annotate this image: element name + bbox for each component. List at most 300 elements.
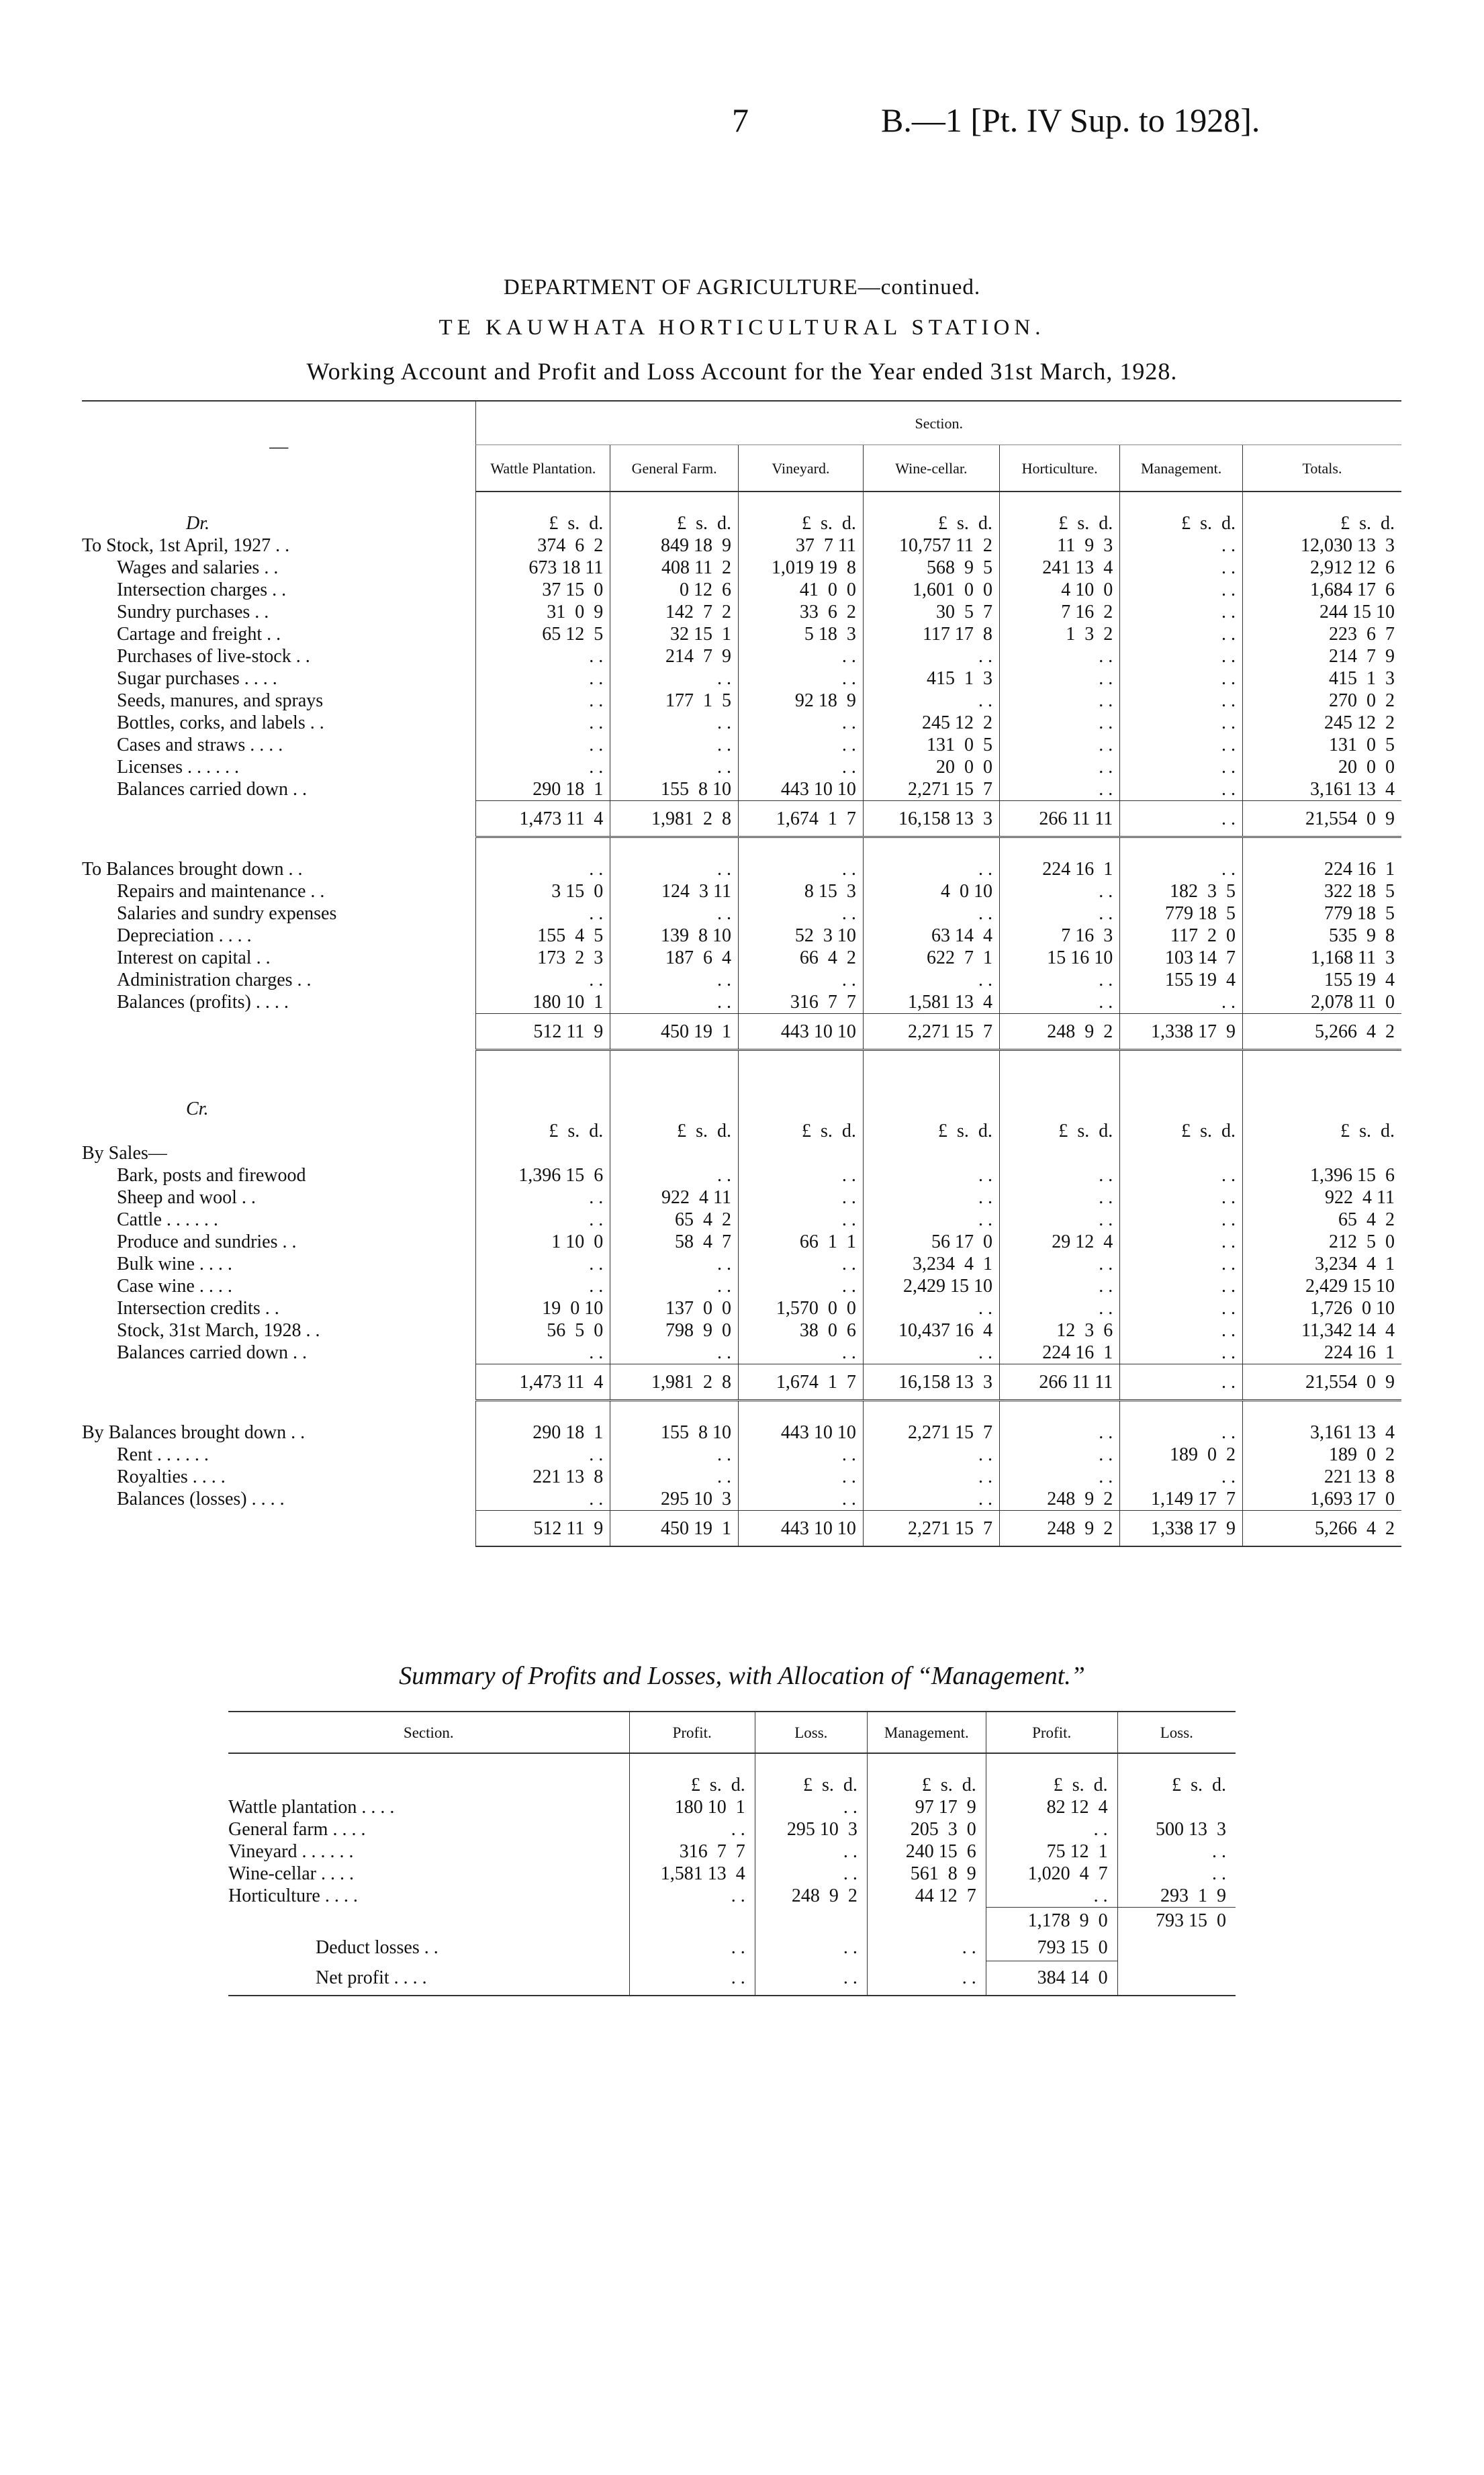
units-cell: £ s. d.	[1120, 512, 1243, 534]
cell-value: . .	[863, 645, 999, 667]
blank-cell	[82, 1050, 476, 1099]
cell-value: . .	[999, 690, 1119, 712]
row-label: Cartage and freight . .	[117, 624, 281, 645]
cell-value: 248 9 2	[999, 1488, 1119, 1511]
row-label: Intersection charges . .	[117, 579, 287, 600]
cell-value: . .	[610, 991, 739, 1014]
subtotal-profit: 1,178 9 0	[986, 1908, 1117, 1934]
row-label: To Stock, 1st April, 1927 . .	[82, 535, 290, 556]
cell-value: . .	[1117, 1840, 1236, 1863]
cell-value: 922 4 11	[1243, 1186, 1402, 1209]
blank-cell	[1120, 1098, 1243, 1120]
cell-value: 37 7 11	[739, 534, 864, 557]
cell-value: . .	[739, 1186, 864, 1209]
cell-value: 793 15 0	[986, 1934, 1117, 1961]
cell-value: . .	[739, 1444, 864, 1466]
cell-value: 20 0 0	[863, 756, 999, 778]
blank-cell	[999, 1401, 1119, 1422]
cell-value: 155 4 5	[476, 925, 610, 947]
cell-value: 75 12 1	[986, 1840, 1117, 1863]
cell-value: . .	[610, 969, 739, 991]
total-value: 512 11 9	[476, 1511, 610, 1547]
blank-cell	[863, 1098, 999, 1120]
cell-value: . .	[1120, 1253, 1243, 1275]
cell-value: 1,693 17 0	[1243, 1488, 1402, 1511]
cell-value: . .	[739, 667, 864, 690]
cell-value: 52 3 10	[739, 925, 864, 947]
table-row	[82, 601, 1401, 623]
cell-value: . .	[1120, 1231, 1243, 1253]
cell-value: . .	[476, 1275, 610, 1297]
total-value: 443 10 10	[739, 1014, 864, 1050]
cell-value: . .	[476, 1342, 610, 1364]
cell-value: . .	[476, 667, 610, 690]
cell-value: 10,437 16 4	[863, 1319, 999, 1342]
cell-value: 224 16 1	[999, 1342, 1119, 1364]
table-row	[82, 534, 1401, 557]
summary-row	[228, 1885, 1236, 1908]
cell-value: 117 17 8	[863, 623, 999, 645]
table-row	[82, 1444, 1401, 1466]
units-cell: £ s. d.	[999, 1120, 1119, 1142]
table-row	[82, 969, 1401, 991]
cell-value: 56 17 0	[863, 1231, 999, 1253]
total-value: 443 10 10	[739, 1511, 864, 1547]
cell-value: 270 0 2	[1243, 690, 1402, 712]
cell-value: . .	[1120, 1319, 1243, 1342]
cell-value: . .	[739, 1466, 864, 1488]
cell-value: . .	[999, 734, 1119, 756]
cell-value: 33 6 2	[739, 601, 864, 623]
blank-cell	[82, 801, 476, 837]
cell-value: 3,234 4 1	[863, 1253, 999, 1275]
working-account-table	[82, 400, 1401, 1547]
cell-value: . .	[863, 902, 999, 925]
summary-table	[228, 1711, 1236, 1996]
cell-value: 293 1 9	[1117, 1885, 1236, 1908]
cell-value: 290 18 1	[476, 778, 610, 801]
cell-value: 65 12 5	[476, 623, 610, 645]
cell-value: . .	[1120, 1164, 1243, 1186]
cell-value: 3 15 0	[476, 880, 610, 902]
cell-value: 223 6 7	[1243, 623, 1402, 645]
cell-value: 245 12 2	[863, 712, 999, 734]
table-row	[82, 1164, 1401, 1186]
cell-value: 212 5 0	[1243, 1231, 1402, 1253]
row-label: By Balances brought down . .	[82, 1422, 306, 1443]
column-header: Horticulture.	[999, 445, 1119, 492]
cell-value: 180 10 1	[629, 1796, 755, 1818]
row-label: Interest on capital . .	[117, 947, 271, 968]
blank-cell	[867, 1753, 986, 1774]
row-label: Wattle plantation . . . .	[228, 1797, 395, 1818]
account-title: Working Account and Profit and Loss Account for the Year ended 31st March, 1928.	[306, 358, 1178, 385]
cell-value: 139 8 10	[610, 925, 739, 947]
cell-value: . .	[867, 1961, 986, 1996]
row-label: Depreciation . . . .	[117, 925, 252, 946]
blank-cell	[1243, 837, 1402, 859]
cell-value: . .	[863, 1209, 999, 1231]
cell-value: . .	[476, 734, 610, 756]
cell-value: 2,271 15 7	[863, 778, 999, 801]
cell-value: 535 9 8	[1243, 925, 1402, 947]
cell-value: 1,396 15 6	[1243, 1164, 1402, 1186]
table-row	[82, 1253, 1401, 1275]
cell-value	[1117, 1796, 1236, 1818]
cell-value: 443 10 10	[739, 778, 864, 801]
cell-value: 180 10 1	[476, 991, 610, 1014]
units-cell: £ s. d.	[999, 512, 1119, 534]
total-value: 1,674 1 7	[739, 1364, 864, 1401]
column-header: Management.	[867, 1712, 986, 1753]
cell-value	[863, 1142, 999, 1164]
cell-value: . .	[476, 1488, 610, 1511]
row-label: Produce and sundries . .	[117, 1231, 297, 1252]
total-value: . .	[1120, 1364, 1243, 1401]
blank-cell	[999, 1050, 1119, 1099]
cell-value: 63 14 4	[863, 925, 999, 947]
cell-value	[999, 1142, 1119, 1164]
cell-value: 56 5 0	[476, 1319, 610, 1342]
cell-value: . .	[986, 1818, 1117, 1840]
cell-value: 131 0 5	[863, 734, 999, 756]
summary-row	[228, 1796, 1236, 1818]
cell-value: 798 9 0	[610, 1319, 739, 1342]
cell-value: 1,570 0 0	[739, 1297, 864, 1319]
cell-value: 155 19 4	[1120, 969, 1243, 991]
cell-value: 189 0 2	[1243, 1444, 1402, 1466]
blank-cell	[610, 492, 739, 512]
cell-value: . .	[476, 1209, 610, 1231]
units-cell: £ s. d.	[1120, 1120, 1243, 1142]
cell-value: . .	[739, 734, 864, 756]
spacer-row	[228, 1753, 1236, 1774]
summary-row	[228, 1818, 1236, 1840]
cell-value: . .	[476, 712, 610, 734]
cell-value: . .	[739, 1275, 864, 1297]
row-label: Royalties . . . .	[117, 1466, 226, 1487]
cell-value: . .	[867, 1934, 986, 1961]
cell-value: 224 16 1	[1243, 858, 1402, 880]
row-label: Stock, 31st March, 1928 . .	[117, 1320, 320, 1341]
blank-cell	[863, 492, 999, 512]
blank-cell	[1243, 1401, 1402, 1422]
cell-value: . .	[610, 1164, 739, 1186]
cell-value: 561 8 9	[867, 1863, 986, 1885]
table-row	[82, 1466, 1401, 1488]
department-title: DEPARTMENT OF AGRICULTURE—continued.	[503, 275, 981, 299]
cell-value: . .	[1120, 1275, 1243, 1297]
cell-value: . .	[999, 756, 1119, 778]
label-column-header: —	[82, 401, 476, 492]
table-row	[82, 1231, 1401, 1253]
cell-value: 849 18 9	[610, 534, 739, 557]
cell-value: . .	[739, 1488, 864, 1511]
total-value: 5,266 4 2	[1243, 1511, 1402, 1547]
blank-cell	[82, 1401, 476, 1422]
blank-cell	[1120, 837, 1243, 859]
side-marker: Cr.	[186, 1099, 209, 1119]
cell-value: . .	[999, 1421, 1119, 1444]
spacer-row	[82, 1401, 1401, 1422]
row-label: Balances (profits) . . . .	[117, 992, 289, 1013]
subtotal-loss: 793 15 0	[1117, 1908, 1236, 1934]
cell-value: . .	[999, 902, 1119, 925]
cell-value: 1,149 17 7	[1120, 1488, 1243, 1511]
row-label: Sugar purchases . . . .	[117, 668, 277, 689]
blank-cell	[1243, 1098, 1402, 1120]
cell-value: . .	[739, 1164, 864, 1186]
total-value: . .	[1120, 801, 1243, 837]
cell-value: 142 7 2	[610, 601, 739, 623]
cell-value: 2,429 15 10	[1243, 1275, 1402, 1297]
total-value: 16,158 13 3	[863, 801, 999, 837]
blank-cell	[755, 1908, 867, 1934]
cell-value: 1,726 0 10	[1243, 1297, 1402, 1319]
cell-value: . .	[610, 756, 739, 778]
cell-value: . .	[476, 645, 610, 667]
column-header: Vineyard.	[739, 445, 864, 492]
spacer-row	[82, 1050, 1401, 1099]
cell-value: 7 16 3	[999, 925, 1119, 947]
blank-cell	[476, 1098, 610, 1120]
cell-value: . .	[986, 1885, 1117, 1908]
row-label: Licenses . . . . . .	[117, 757, 239, 778]
row-label: Bulk wine . . . .	[117, 1254, 232, 1274]
row-label: Cases and straws . . . .	[117, 735, 283, 755]
cell-value: 779 18 5	[1243, 902, 1402, 925]
cell-value: . .	[739, 902, 864, 925]
column-header: Totals.	[1243, 445, 1402, 492]
cell-value: 415 1 3	[863, 667, 999, 690]
blank-cell	[867, 1908, 986, 1934]
cell-value: 66 4 2	[739, 947, 864, 969]
row-label: Seeds, manures, and sprays	[117, 690, 324, 711]
table-row	[82, 1297, 1401, 1319]
spacer-row	[82, 837, 1401, 859]
total-row	[82, 1014, 1401, 1050]
blank-cell	[1120, 1050, 1243, 1099]
cell-value: 8 15 3	[739, 880, 864, 902]
blank-cell	[629, 1753, 755, 1774]
cell-value: 2,271 15 7	[863, 1421, 999, 1444]
column-header: Wattle Plantation.	[476, 445, 610, 492]
row-label: Intersection credits . .	[117, 1298, 279, 1319]
cell-value: 0 12 6	[610, 579, 739, 601]
cell-value: . .	[739, 645, 864, 667]
cell-value: . .	[999, 645, 1119, 667]
cell-value: . .	[1120, 991, 1243, 1014]
total-value: 1,981 2 8	[610, 1364, 739, 1401]
blank-cell	[228, 1908, 629, 1934]
table-row	[82, 925, 1401, 947]
cell-value: . .	[999, 991, 1119, 1014]
cell-value: . .	[863, 1466, 999, 1488]
cell-value: 58 4 7	[610, 1231, 739, 1253]
cell-value	[1120, 1142, 1243, 1164]
cell-value: 622 7 1	[863, 947, 999, 969]
table-row	[82, 1209, 1401, 1231]
cell-value: 37 15 0	[476, 579, 610, 601]
blank-cell	[1120, 492, 1243, 512]
cell-value: . .	[739, 712, 864, 734]
total-value: 16,158 13 3	[863, 1364, 999, 1401]
cell-value	[476, 1142, 610, 1164]
cell-value: 2,912 12 6	[1243, 557, 1402, 579]
column-header: Loss.	[755, 1712, 867, 1753]
summary-row	[228, 1961, 1236, 1996]
cell-value: 82 12 4	[986, 1796, 1117, 1818]
blank-cell	[610, 1050, 739, 1099]
row-label: Net profit . . . .	[228, 1961, 629, 1996]
units-cell: £ s. d.	[863, 512, 999, 534]
cell-value: . .	[739, 1342, 864, 1364]
table-row	[82, 1342, 1401, 1364]
row-label: Balances (losses) . . . .	[117, 1489, 285, 1510]
cell-value: . .	[999, 778, 1119, 801]
cell-value: . .	[610, 902, 739, 925]
row-label: Sheep and wool . .	[117, 1187, 256, 1208]
cell-value: . .	[999, 969, 1119, 991]
cell-value	[1117, 1961, 1236, 1996]
table-row	[82, 1142, 1401, 1164]
cell-value: . .	[610, 858, 739, 880]
units-row	[82, 1120, 1401, 1142]
cell-value: . .	[999, 880, 1119, 902]
blank-cell	[863, 1050, 999, 1099]
cell-value: 1,581 13 4	[863, 991, 999, 1014]
row-label: Case wine . . . .	[117, 1276, 232, 1297]
table-row	[82, 778, 1401, 801]
blank-cell	[610, 837, 739, 859]
cell-value: . .	[863, 1488, 999, 1511]
blank-cell	[82, 1364, 476, 1401]
cell-value: 443 10 10	[739, 1421, 864, 1444]
table-row	[82, 1421, 1401, 1444]
total-value: 450 19 1	[610, 1511, 739, 1547]
cell-value: 415 1 3	[1243, 667, 1402, 690]
cell-value: 65 4 2	[1243, 1209, 1402, 1231]
column-header: Profit.	[986, 1712, 1117, 1753]
cell-value: 20 0 0	[1243, 756, 1402, 778]
cell-value: 155 8 10	[610, 1421, 739, 1444]
cell-value: 97 17 9	[867, 1796, 986, 1818]
column-header: General Farm.	[610, 445, 739, 492]
cell-value: 248 9 2	[755, 1885, 867, 1908]
cell-value: . .	[1120, 756, 1243, 778]
cell-value: . .	[1120, 1342, 1243, 1364]
cell-value: 92 18 9	[739, 690, 864, 712]
blank-cell	[228, 1753, 629, 1774]
cell-value: 1,396 15 6	[476, 1164, 610, 1186]
cell-value: . .	[863, 858, 999, 880]
cell-value: . .	[629, 1961, 755, 1996]
cell-value: 173 2 3	[476, 947, 610, 969]
cell-value: 66 1 1	[739, 1231, 864, 1253]
units-cell: £ s. d.	[739, 1120, 864, 1142]
units-cell: £ s. d.	[610, 512, 739, 534]
cell-value: . .	[610, 1342, 739, 1364]
units-cell: £ s. d.	[629, 1774, 755, 1796]
cell-value: . .	[863, 1444, 999, 1466]
cell-value: . .	[610, 734, 739, 756]
cell-value: . .	[863, 1342, 999, 1364]
blank-cell	[739, 1050, 864, 1099]
cell-value: 244 15 10	[1243, 601, 1402, 623]
subtotal-row	[228, 1908, 1236, 1934]
total-value: 21,554 0 9	[1243, 801, 1402, 837]
cell-value: 7 16 2	[999, 601, 1119, 623]
cell-value: . .	[476, 858, 610, 880]
table-row	[82, 690, 1401, 712]
column-header: Loss.	[1117, 1712, 1236, 1753]
cell-value: 3,161 13 4	[1243, 778, 1402, 801]
cell-value: . .	[610, 1444, 739, 1466]
blank-cell	[476, 492, 610, 512]
cell-value: 131 0 5	[1243, 734, 1402, 756]
side-marker: Dr.	[186, 513, 210, 534]
cell-value: 779 18 5	[1120, 902, 1243, 925]
blank-cell	[739, 492, 864, 512]
cell-value: . .	[999, 1253, 1119, 1275]
cell-value: 224 16 1	[999, 858, 1119, 880]
cell-value: . .	[863, 690, 999, 712]
cell-value: . .	[999, 1297, 1119, 1319]
column-header: Wine-cellar.	[863, 445, 999, 492]
cell-value: 322 18 5	[1243, 880, 1402, 902]
cell-value: 673 18 11	[476, 557, 610, 579]
cell-value: 38 0 6	[739, 1319, 864, 1342]
cell-value: . .	[739, 969, 864, 991]
blank-cell	[1117, 1753, 1236, 1774]
blank-cell	[476, 837, 610, 859]
row-label: Bark, posts and firewood	[117, 1165, 306, 1186]
blank-cell	[999, 1098, 1119, 1120]
summary-row	[228, 1934, 1236, 1961]
cell-value: 1,601 0 0	[863, 579, 999, 601]
units-cell: £ s. d.	[476, 512, 610, 534]
cell-value: . .	[1120, 712, 1243, 734]
cell-value: . .	[1120, 579, 1243, 601]
total-value: 2,271 15 7	[863, 1014, 999, 1050]
cell-value: . .	[1120, 1297, 1243, 1319]
cell-value: 316 7 7	[739, 991, 864, 1014]
cell-value	[739, 1142, 864, 1164]
cell-value: 182 3 5	[1120, 880, 1243, 902]
blank-cell	[999, 837, 1119, 859]
units-cell: £ s. d.	[739, 512, 864, 534]
total-value: 1,338 17 9	[1120, 1014, 1243, 1050]
cell-value: . .	[610, 1466, 739, 1488]
table-row	[82, 667, 1401, 690]
table-row	[82, 880, 1401, 902]
cell-value: . .	[999, 1275, 1119, 1297]
column-header: Profit.	[629, 1712, 755, 1753]
cell-value: . .	[610, 1253, 739, 1275]
cell-value: 224 16 1	[1243, 1342, 1402, 1364]
blank-cell	[755, 1753, 867, 1774]
cell-value: . .	[739, 858, 864, 880]
total-value: 266 11 11	[999, 1364, 1119, 1401]
row-label: Bottles, corks, and labels . .	[117, 712, 324, 733]
cell-value: 295 10 3	[755, 1818, 867, 1840]
blank-cell	[610, 1098, 739, 1120]
cell-value: 1,168 11 3	[1243, 947, 1402, 969]
row-label: Purchases of live-stock . .	[117, 646, 310, 667]
blank-cell	[82, 837, 476, 859]
blank-cell	[1243, 1050, 1402, 1099]
blank-cell	[82, 492, 476, 512]
